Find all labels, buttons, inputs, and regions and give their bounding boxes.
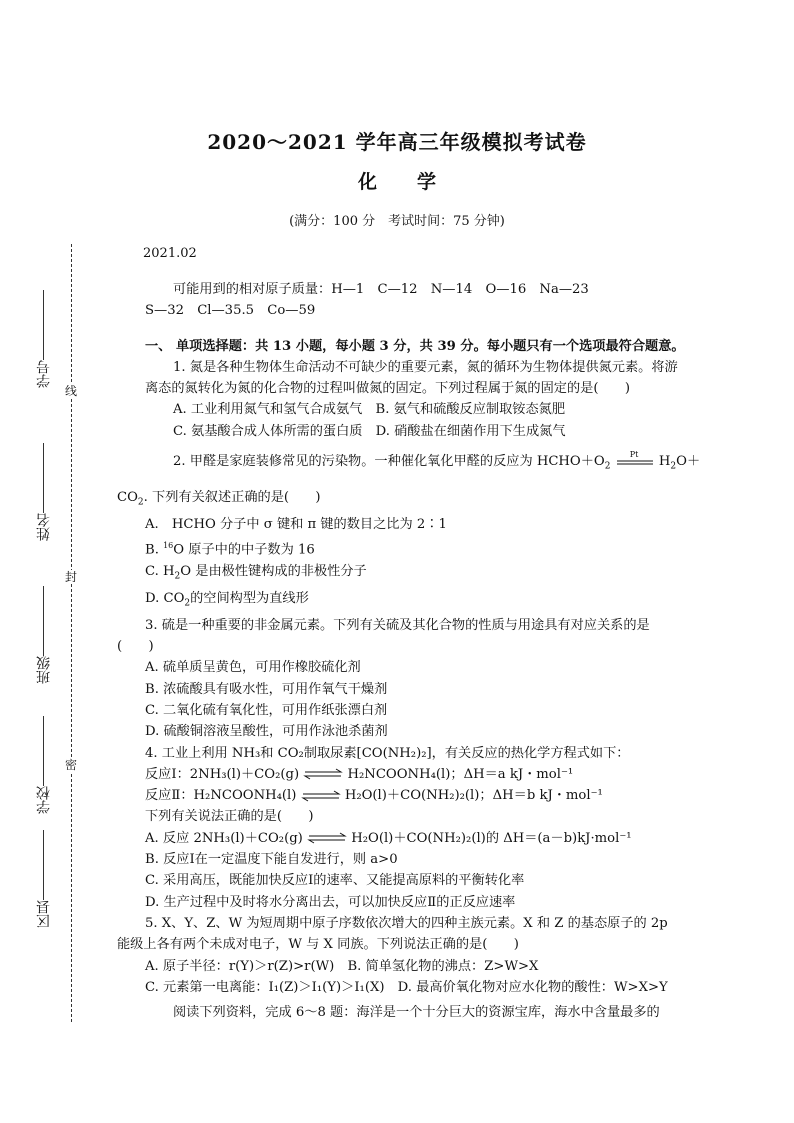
field-name-blank[interactable] <box>44 443 45 513</box>
field-class-blank[interactable] <box>44 586 45 656</box>
q4-option-d: D. 生产过程中及时将水分离出去，可以加快反应Ⅱ的正反应速率 <box>145 894 516 910</box>
q4-reaction-1-pre: 反应Ⅰ：2NH₃(l)＋CO₂(g) <box>145 766 300 782</box>
field-district-blank[interactable] <box>44 830 45 900</box>
q2-option-c-post: O 是由极性键构成的非极性分子 <box>180 563 367 579</box>
field-class-label: 班级 <box>36 656 52 684</box>
binding-dashed-line <box>71 244 72 1022</box>
q4-reaction-1-post: H₂NCOONH₄(l)；ΔH＝a kJ・mol⁻¹ <box>347 766 574 782</box>
q3-option-b: B. 浓硫酸具有吸水性，可用作氧气干燥剂 <box>145 681 388 697</box>
equilibrium-arrow-3 <box>307 831 347 845</box>
q2-option-c: C. $H_2O$ 是由极性键构成的非极性分子 <box>145 563 367 582</box>
q2-option-b-pre: B. <box>145 542 164 558</box>
seal-char-feng: 封 <box>64 570 77 584</box>
q2-stem-1: 2. 甲醛是家庭装修常见的污染物。一种催化氧化甲醛的反应为 $HCHO+O_2$ Pt $H_2O+$ <box>117 451 687 478</box>
q2-option-a: A. HCHO 分子中 σ 键和 π 键的数目之比为 2∶1 <box>145 516 447 532</box>
q2-stem-1-pre: 2. 甲醛是家庭装修常见的污染物。一种催化氧化甲醛的反应为 HCHO＋O <box>173 454 605 470</box>
q1-options-cd: C. 氨基酸合成人体所需的蛋白质 D. 硝酸盐在细菌作用下生成氮气 <box>173 423 566 439</box>
q4-option-a-pre: A. 反应 2NH₃(l)＋CO₂(g) <box>145 830 303 846</box>
section-heading: 一、 单项选择题：共 13 小题，每小题 3 分，共 39 分。每小题只有一个选项最符合题意。 <box>145 338 685 354</box>
field-district-label: 区县 <box>36 900 52 928</box>
catalyst-label: Pt <box>629 449 639 459</box>
q4-reaction-1 <box>117 764 687 785</box>
q3-stem-1: 3. 硫是一种重要的非金属元素。下列有关硫及其化合物的性质与用途具有对应关系的是 <box>145 617 650 633</box>
q5-stem-2: 能级上各有两个未成对电子，W 与 X 同族。下列说法正确的是( ) <box>117 937 519 953</box>
field-student-id <box>36 290 52 388</box>
q2-option-c-pre: C. H <box>145 563 175 579</box>
q2-option-b <box>117 535 687 561</box>
q5-options-cd: C. 元素第一电离能：I₁(Z)＞I₁(Y)＞I₁(X) D. 最高价氧化物对应水化物的酸性：W>X>Y <box>145 979 668 995</box>
q3-stem-2: ( ) <box>117 639 154 655</box>
exam-date: 2021.02 <box>143 246 197 261</box>
q2-option-d: D. $CO_2$的空间构型为直线形 <box>145 590 309 609</box>
reading-intro: 阅读下列资料，完成 6～8 题：海洋是一个十分巨大的资源宝库，海水中含量最多的 <box>173 1005 660 1021</box>
q4-reaction-2 <box>117 785 687 806</box>
field-student-id-blank[interactable] <box>44 290 45 360</box>
seal-char-xian: 线 <box>64 384 77 398</box>
q2-stem-2-co: CO <box>117 490 138 506</box>
field-class <box>36 586 52 684</box>
field-student-id-label: 学号 <box>36 360 52 388</box>
q1-options-ab: A. 工业利用氮气和氢气合成氨气 B. 氨气和硫酸反应制取铵态氮肥 <box>173 402 566 418</box>
atomic-mass-line-2: S—32 Cl—35.5 Co—59 <box>145 303 316 319</box>
pt-catalyst-arrow <box>615 449 655 469</box>
q2-option-d-post: 的空间构型为直线形 <box>190 590 309 606</box>
q1-stem-1: 1. 氮是各种生物体生命活动不可缺少的重要元素，氮的循环为生物体提供氮元素。将游 <box>173 359 678 375</box>
field-district <box>36 830 52 928</box>
q4-option-a-post: H₂O(l)＋CO(NH₂)₂(l)的 ΔH＝(a－b)kJ·mol⁻¹ <box>351 830 632 846</box>
field-school-label: 学校 <box>36 786 52 814</box>
field-school-blank[interactable] <box>44 716 45 786</box>
q4-option-a <box>117 828 687 849</box>
equilibrium-arrow-1 <box>303 767 343 781</box>
q5-stem-1: 5. X、Y、Z、W 为短周期中原子序数依次增大的四种主族元素。X 和 Z 的基态原子的 2p <box>145 915 668 931</box>
q3-option-d: D. 硫酸铜溶液呈酸性，可用作泳池杀菌剂 <box>145 724 388 740</box>
seal-char-mi: 密 <box>64 758 77 772</box>
field-name-label: 姓名 <box>36 513 52 541</box>
subject-title: 化学 <box>357 171 476 193</box>
q4-ask: 下列有关说法正确的是( ) <box>145 809 314 825</box>
q4-reaction-2-post: H₂O(l)＋CO(NH₂)₂(l)；ΔH＝b kJ・mol⁻¹ <box>344 788 603 804</box>
q5-options-ab: A. 原子半径：r(Y)＞r(Z)>r(W) B. 简单氢化物的沸点：Z>W>X <box>145 958 539 974</box>
equilibrium-arrow-2 <box>301 789 341 803</box>
question-body <box>117 279 701 1023</box>
q4-stem: 4. 工业上利用 NH₃和 CO₂制取尿素[CO(NH₂)₂]，有关反应的热化学方程式如下： <box>145 745 630 761</box>
q1-stem-2: 离态的氮转化为氮的化合物的过程叫做氮的固定。下列过程属于氮的固定的是( ) <box>145 381 631 397</box>
q3-option-a: A. 硫单质呈黄色，可用作橡胶硫化剂 <box>145 660 361 676</box>
q2-stem-2: $CO_2$. 下列有关叙述正确的是( ) <box>117 490 321 508</box>
q2-option-b-sup: 16 <box>163 541 174 551</box>
q2-option-b-post: O 原子中的中子数为 16 <box>173 542 315 558</box>
q4-reaction-2-pre: 反应Ⅱ：H₂NCOONH₄(l) <box>145 788 297 804</box>
q2-stem-2-tail: . 下列有关叙述正确的是( ) <box>143 490 321 506</box>
score-time-line: (满分：100 分 考试时间：75 分钟) <box>289 214 505 229</box>
q4-option-b: B. 反应Ⅰ在一定温度下能自发进行，则 a>0 <box>145 852 398 868</box>
q3-option-c: C. 二氧化硫有氧化性，可用作纸张漂白剂 <box>145 703 388 718</box>
atomic-mass-line-1: 可能用到的相对原子质量：H—1 C—12 N—14 O—16 Na—23 <box>173 282 589 297</box>
field-name <box>36 443 52 541</box>
q2-stem-1-post: H <box>658 454 671 470</box>
q4-option-c: C. 采用高压，既能加快反应Ⅰ的速率、又能提高原料的平衡转化率 <box>145 873 525 889</box>
field-school <box>36 716 52 814</box>
q2-stem-1-tail: O＋ <box>676 454 701 470</box>
q2-option-d-pre: D. CO <box>145 590 185 606</box>
exam-title: 2020～2021 学年高三年级模拟考试卷 <box>207 130 587 154</box>
